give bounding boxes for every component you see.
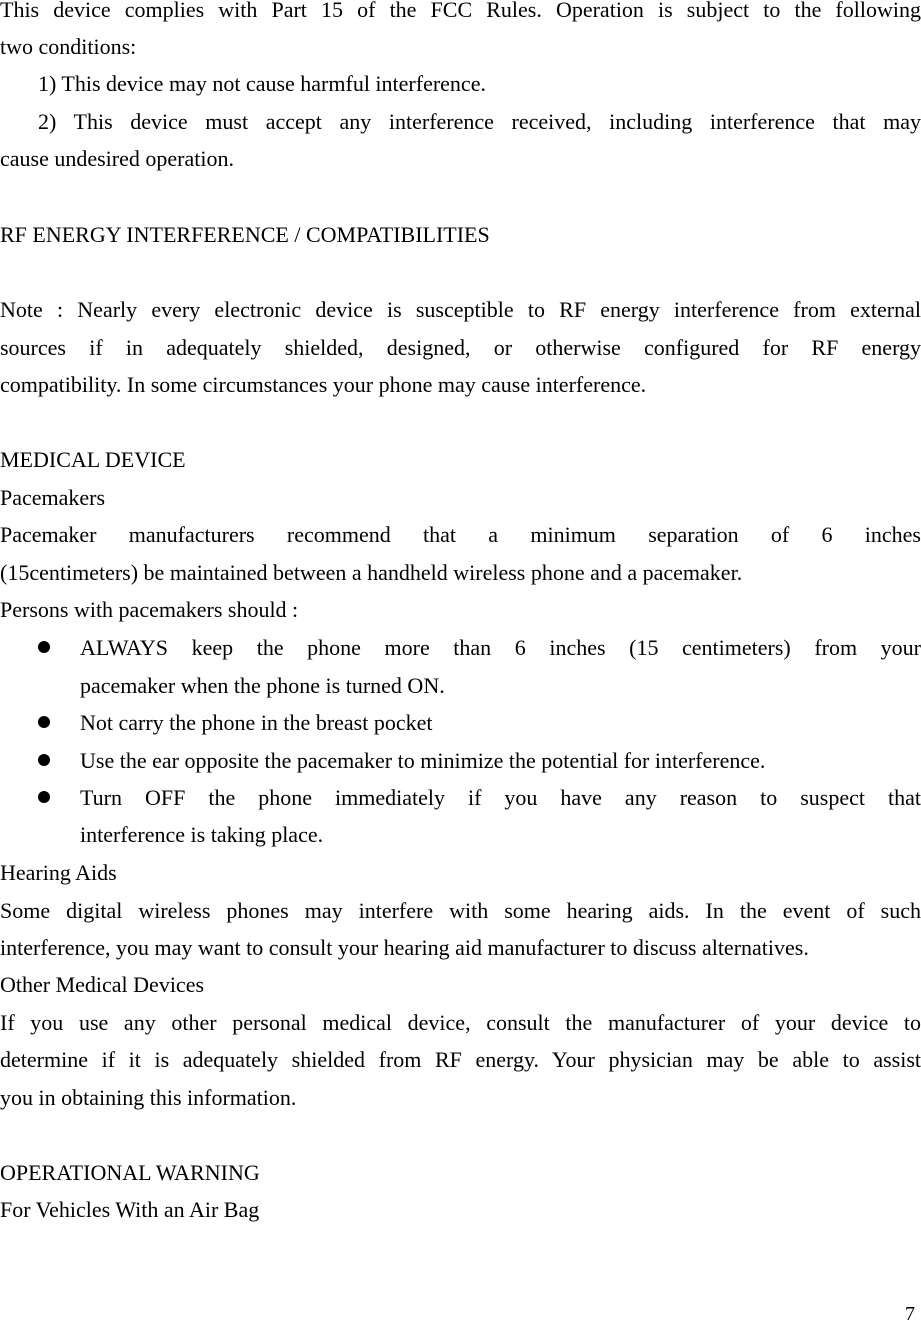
bullet-1-line-1: ALWAYS keep the phone more than 6 inches (15 centimeters) from your bbox=[80, 635, 921, 660]
bullet-4-line-2: interference is taking place. bbox=[80, 822, 324, 847]
bullet-dot-icon bbox=[38, 641, 50, 653]
other-medical-devices-heading: Other Medical Devices bbox=[0, 972, 205, 997]
pacemakers-heading: Pacemakers bbox=[0, 485, 106, 510]
other-medical-line-3: you in obtaining this information. bbox=[0, 1085, 297, 1110]
bullet-dot-icon bbox=[38, 791, 50, 803]
fcc-condition-2-line-2: cause undesired operation. bbox=[0, 146, 234, 171]
fcc-condition-2-line-1: 2) This device must accept any interference received, including interference that may bbox=[38, 109, 921, 134]
page-number: 7 bbox=[905, 1303, 915, 1325]
rf-interference-heading: RF ENERGY INTERFERENCE / COMPATIBILITIES bbox=[0, 222, 490, 247]
bullet-2-line-1: Not carry the phone in the breast pocket bbox=[80, 710, 433, 735]
fcc-intro-line-2: two conditions: bbox=[0, 34, 137, 59]
bullet-3-line-1: Use the ear opposite the pacemaker to minimize the potential for interference. bbox=[80, 748, 766, 773]
bullet-1-line-2: pacemaker when the phone is turned ON. bbox=[80, 673, 445, 698]
persons-with-pacemakers-line: Persons with pacemakers should : bbox=[0, 597, 299, 622]
other-medical-line-2: determine if it is adequately shielded from RF energy. Your physician may be able to assist bbox=[0, 1047, 921, 1072]
medical-device-heading: MEDICAL DEVICE bbox=[0, 447, 186, 472]
note-line-2: sources if in adequately shielded, designed, or otherwise configured for RF energy bbox=[0, 335, 921, 360]
hearing-aids-line-2: interference, you may want to consult your hearing aid manufacturer to discuss alternatives. bbox=[0, 935, 809, 960]
note-line-3: compatibility. In some circumstances your phone may cause interference. bbox=[0, 372, 647, 397]
hearing-aids-line-1: Some digital wireless phones may interfere with some hearing aids. In the event of such bbox=[0, 898, 921, 923]
note-line-1: Note : Nearly every electronic device is susceptible to RF energy interference from external bbox=[0, 297, 921, 322]
other-medical-line-1: If you use any other personal medical device, consult the manufacturer of your device to bbox=[0, 1010, 921, 1035]
hearing-aids-heading: Hearing Aids bbox=[0, 860, 117, 885]
pacemakers-line-1: Pacemaker manufacturers recommend that a minimum separation of 6 inches bbox=[0, 522, 921, 547]
fcc-condition-1: 1) This device may not cause harmful interference. bbox=[38, 71, 486, 96]
fcc-intro-line-1: This device complies with Part 15 of the FCC Rules. Operation is subject to the following bbox=[0, 0, 921, 22]
bullet-4-line-1: Turn OFF the phone immediately if you have any reason to suspect that bbox=[80, 785, 921, 810]
bullet-dot-icon bbox=[38, 716, 50, 728]
operational-warning-heading: OPERATIONAL WARNING bbox=[0, 1160, 260, 1185]
pacemakers-line-2: (15centimeters) be maintained between a handheld wireless phone and a pacemaker. bbox=[0, 560, 743, 585]
bullet-dot-icon bbox=[38, 754, 50, 766]
air-bag-subheading: For Vehicles With an Air Bag bbox=[0, 1197, 260, 1222]
